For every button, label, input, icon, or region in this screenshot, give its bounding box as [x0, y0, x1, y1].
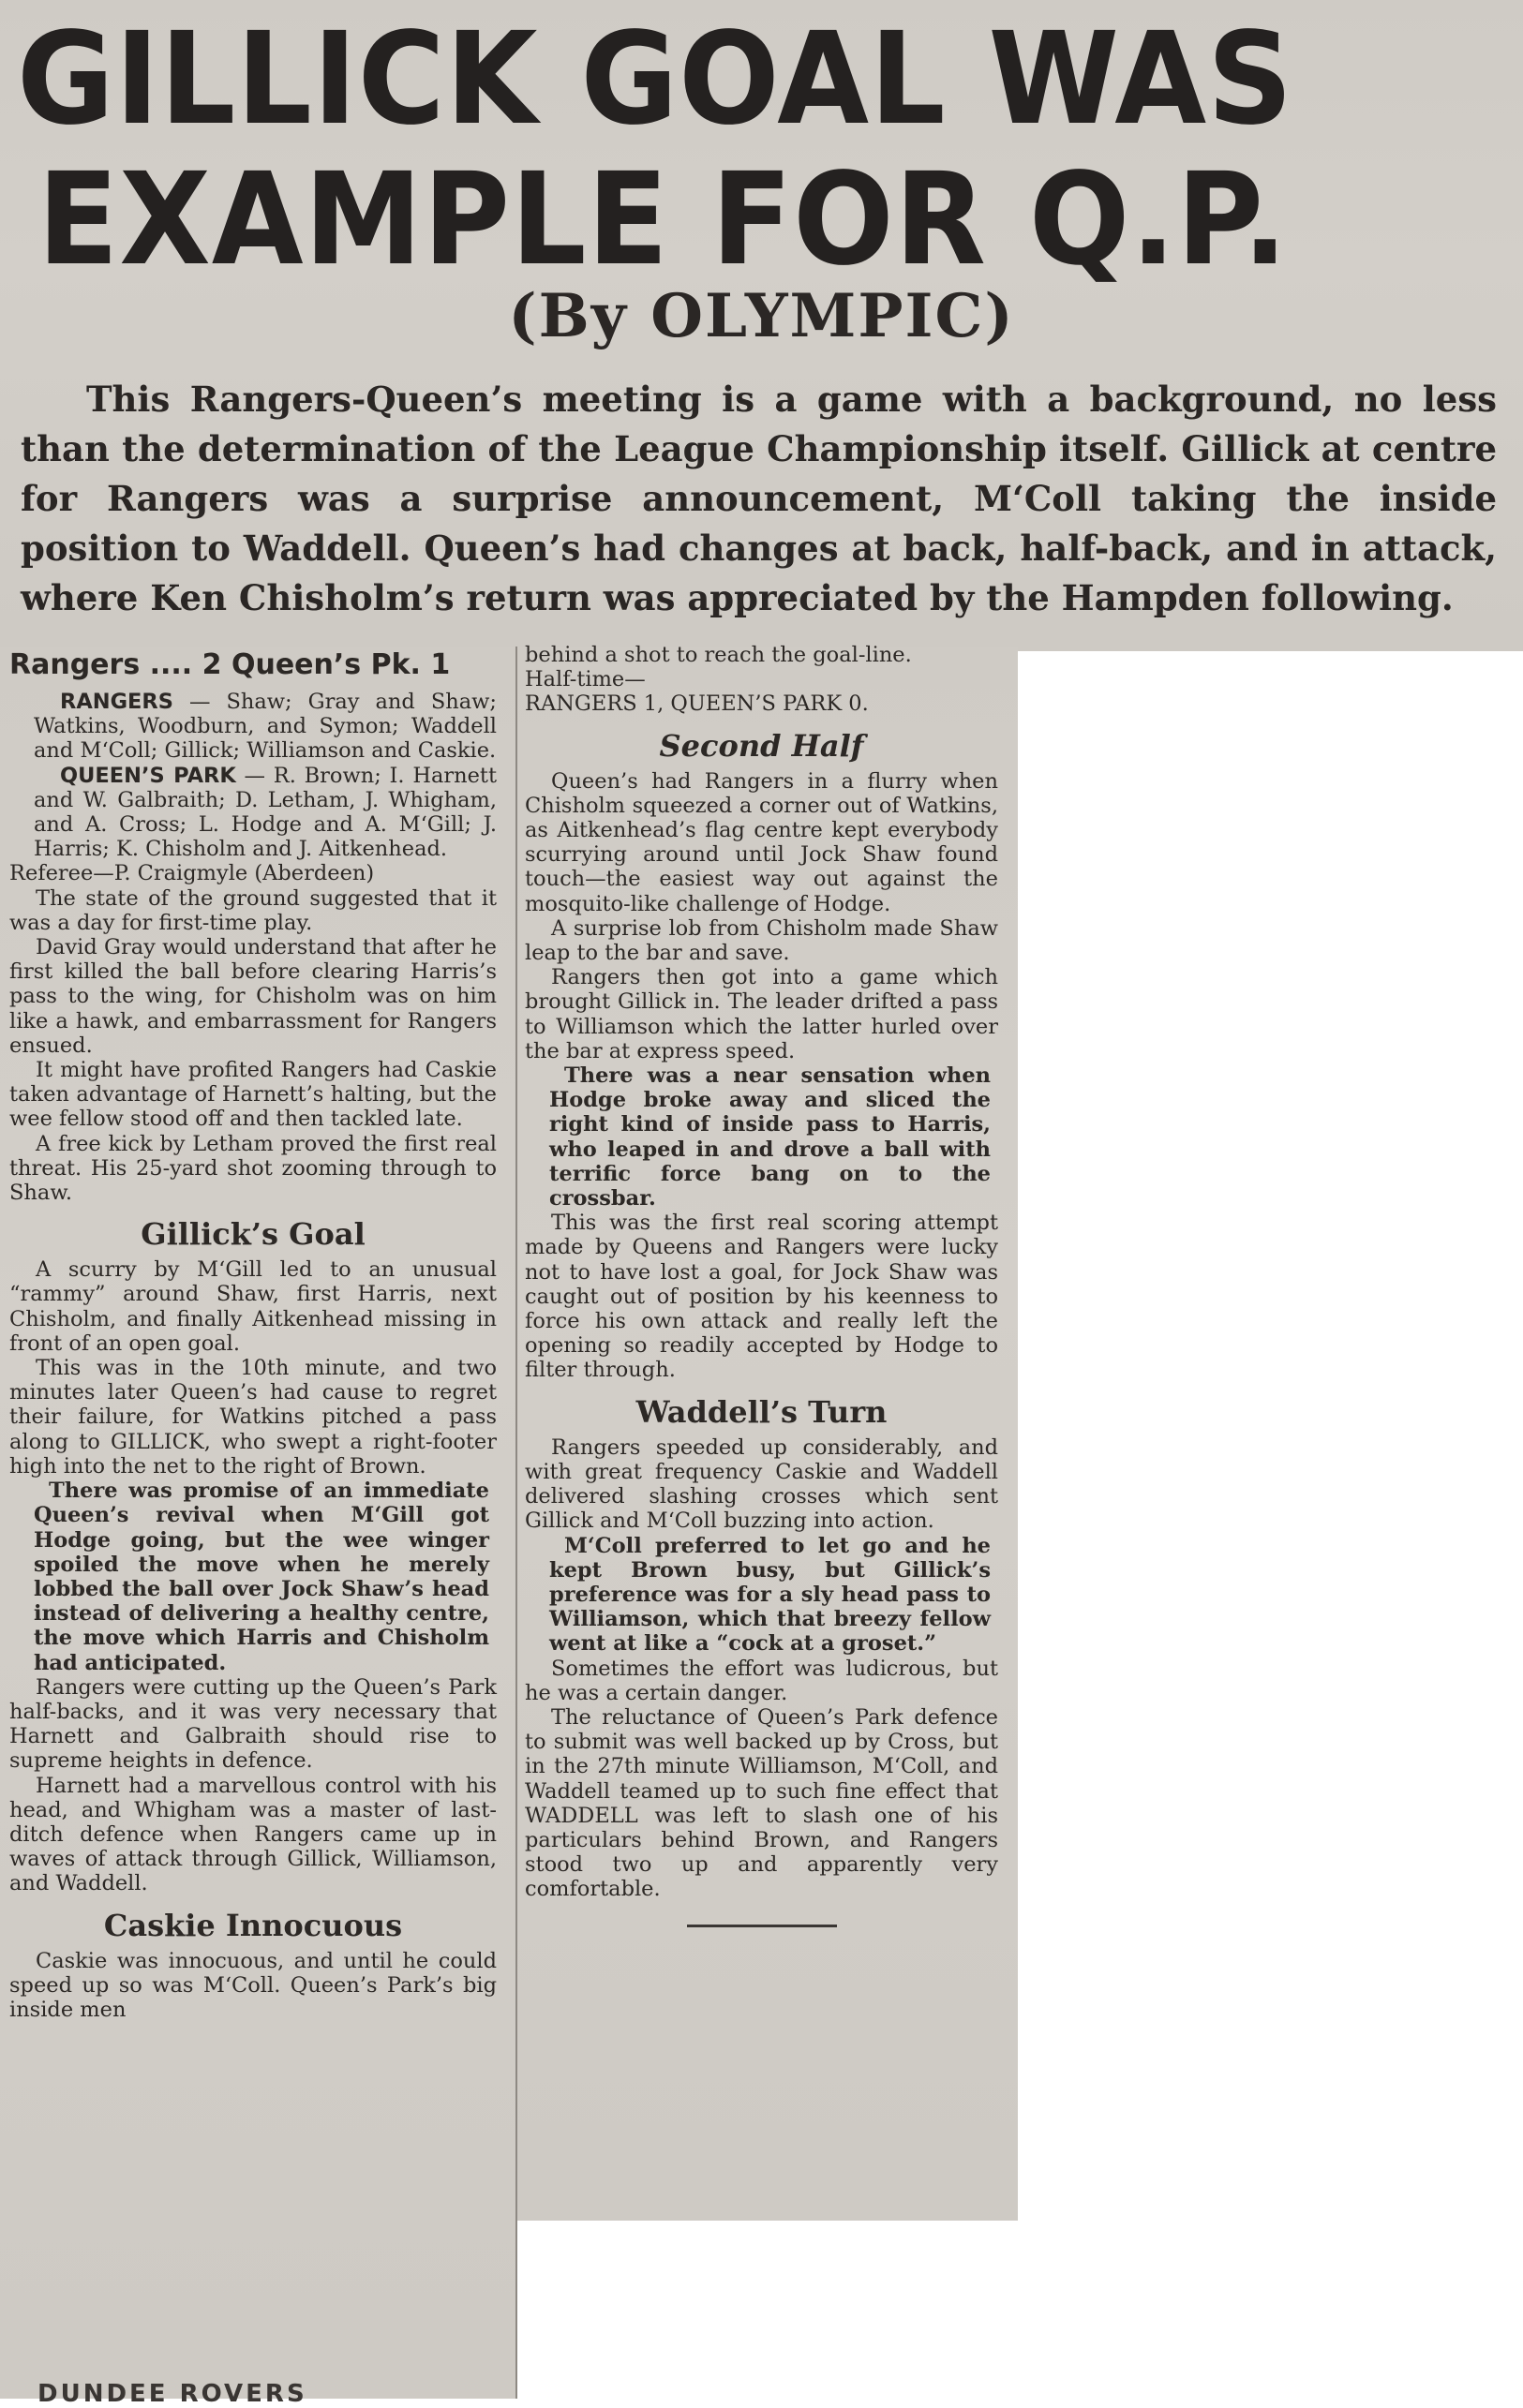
paragraph: It might have profited Rangers had Caskie taken advantage of Harnett’s halting, but the wee fellow stood off and then tackled late.	[9, 1058, 497, 1132]
paragraph: Rangers then got into a game which brought Gillick in. The leader drifted a pass to Williamson which the latter hurled over the bar at express speed.	[525, 965, 998, 1063]
subheading-waddells-turn: Waddell’s Turn	[635, 1393, 888, 1430]
paragraph: Queen’s had Rangers in a flurry when Chisholm squeezed a corner out of Watkins, as Aitkenhead’s flag centre kept everybody scurrying around until Jock Shaw found touch—the easiest way out against the mosquito-like challenge of Hodge.	[525, 768, 998, 916]
queens-park-lineup	[9, 764, 497, 862]
rangers-lineup	[9, 690, 497, 764]
paragraph: This was in the 10th minute, and two minutes later Queen’s had cause to regret their failure, for Watkins pitched a pass along to GILLICK, who swept a right-footer high into the net to the right of Brown.	[9, 1356, 497, 1479]
cutoff-next-heading: DUNDEE ROVERS	[37, 2380, 307, 2408]
paragraph: A surprise lob from Chisholm made Shaw leap to the bar and save.	[525, 915, 998, 966]
queens-park-players: — R. Brown; I. Harnett and W. Galbraith; D. Letham, J. Whigham, and A. Cross; L. Hodge and A. M‘Gill; J. Harris; K. Chisholm and J. Aitkenhead.	[34, 763, 498, 862]
queens-park-label: QUEEN’S PARK	[60, 763, 236, 788]
end-rule	[687, 1925, 837, 1927]
paragraph: Rangers speeded up considerably, and with great frequency Caskie and Waddell delivered slashing crosses which sent Gillick and M‘Coll buzzing into action.	[525, 1434, 998, 1534]
intro-paragraph: This Rangers-Queen’s meeting is a game with a background, no less than the determination of the League Championship itself. Gillick at centre for Rangers was a surprise announcement, M‘Coll taking the inside position to Waddell. Queen’s had changes at back, half-back, and in attack, where Ken Chisholm’s return was appreciated by the Hampden following.	[21, 379, 1497, 618]
paragraph: Rangers were cutting up the Queen’s Park half-backs, and it was very necessary that Harnett and Galbraith should rise to supreme heights in defence.	[9, 1674, 497, 1774]
rangers-players: — Shaw; Gray and Shaw; Watkins, Woodburn, and Symon; Waddell and M‘Coll; Gillick; Williamson and Caskie.	[34, 690, 497, 764]
column-2	[525, 643, 998, 1927]
bold-paragraph: There was promise of an immediate Queen’s revival when M‘Gill got Hodge going, but the wee winger spoiled the move when he merely lobbed the ball over Jock Shaw’s head instead of delivering a healthy centre, the move which Harris and Chisholm had anticipated.	[34, 1479, 489, 1675]
paragraph: Sometimes the effort was ludicrous, but he was a certain danger.	[525, 1656, 998, 1705]
subheading-second-half: Second Half	[659, 727, 864, 764]
referee: Referee—P. Craigmyle (Aberdeen)	[9, 861, 375, 886]
paragraph: A free kick by Letham proved the first real threat. His 25-yard shot zooming through to Shaw.	[9, 1131, 497, 1206]
byline: (By OLYMPIC)	[508, 281, 1015, 351]
bold-paragraph: M‘Coll preferred to let go and he kept Brown busy, but Gillick’s preference was for a sly head pass to Williamson, which that breezy fellow went at like a “cock at a groset.”	[549, 1533, 991, 1657]
subheading-gillicks-goal: Gillick’s Goal	[141, 1216, 366, 1253]
column-divider	[515, 647, 517, 2399]
subheading-caskie-innocuous: Caskie Innocuous	[103, 1907, 403, 1943]
paragraph: This was the first real scoring attempt made by Queens and Rangers were lucky not to have lost a goal, for Jock Shaw was caught out of position by his keenness to force his own attack and really left the opening so readily accepted by Hodge to filter through.	[525, 1211, 998, 1383]
paragraph: Harnett had a marvellous control with his head, and Whigham was a master of last-ditch defence when Rangers came up in waves of attack through Gillick, Williamson, and Waddell.	[9, 1773, 497, 1896]
paragraph: Caskie was innocuous, and until he could speed up so was M‘Coll. Queen’s Park’s big inside men	[9, 1948, 497, 2022]
rangers-label: RANGERS	[60, 690, 173, 714]
score-line: Rangers .... 2 Queen’s Pk. 1	[9, 648, 451, 681]
paragraph: The reluctance of Queen’s Park defence to submit was well backed up by Cross, but in the 27th minute Williamson, M‘Coll, and Waddell teamed up to such fine effect that WADDELL was left to slash one of his particulars behind Brown, and Rangers stood two up and apparently very comfortable.	[525, 1704, 998, 1902]
headline-line-1: GILLICK GOAL WAS	[17, 6, 1294, 154]
column-1	[9, 647, 497, 2022]
paragraph: A scurry by M‘Gill led to an unusual “rammy” around Shaw, first Harris, next Chisholm, and finally Aitkenhead missing in front of an open goal.	[9, 1257, 497, 1356]
half-time-score: RANGERS 1, QUEEN’S PARK 0.	[525, 691, 869, 717]
headline-line-2: EXAMPLE FOR Q.P.	[37, 146, 1289, 294]
half-time-label: Half-time—	[525, 667, 646, 692]
paragraph: The state of the ground suggested that it was a day for first-time play.	[9, 885, 497, 935]
bold-paragraph: There was a near sensation when Hodge broke away and sliced the right kind of inside pass to Harris, who leaped in and drove a ball with terrific force bang on to the crossbar.	[549, 1063, 991, 1211]
paragraph: David Gray would understand that after he first killed the ball before clearing Harris’s pass to the wing, for Chisholm was on him like a hawk, and embarrassment for Rangers ensued.	[9, 935, 497, 1058]
paragraph-continued: behind a shot to reach the goal-line.	[525, 643, 912, 667]
